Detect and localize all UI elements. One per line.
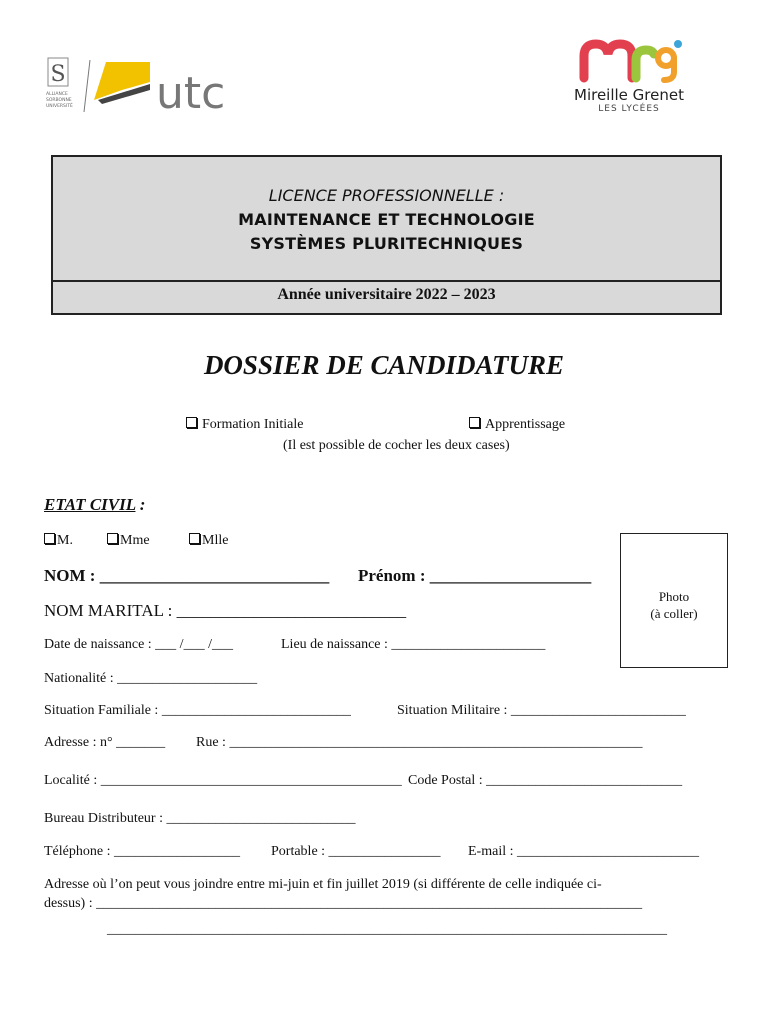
photo-sublabel: (à coller) (650, 606, 698, 621)
situation-familiale-field-text: Situation Familiale : ___________________________ (44, 703, 351, 718)
civilite-mlle-checkbox[interactable] (189, 533, 200, 544)
rue-field-text: Rue : ___________________________________________________________ (196, 735, 643, 750)
situation-militaire-field-text: Situation Militaire : _________________________ (397, 703, 686, 718)
date-naissance-field-text: Date de naissance : ___ /___ /___ (44, 637, 233, 652)
adresse-numero-field[interactable] (44, 735, 165, 751)
lieu-naissance-field[interactable] (281, 637, 545, 653)
formation-initiale-checkbox[interactable] (186, 417, 197, 428)
sorbonne-letter: S (50, 62, 66, 87)
localite-field-text: Localité : ___________________________________________ (44, 773, 402, 788)
nom-marital-field-text: NOM MARITAL : ___________________________ (44, 601, 407, 620)
nom-field[interactable] (44, 566, 329, 586)
prenom-field-text: Prénom : ___________________ (358, 566, 592, 585)
etat-civil-heading (44, 495, 145, 515)
localite-field[interactable] (44, 773, 402, 789)
civilite-m-label: M. (57, 533, 73, 548)
civilite-mme-option[interactable] (107, 533, 150, 549)
document-title: DOSSIER DE CANDIDATURE (203, 350, 565, 380)
civilite-mme-checkbox[interactable] (107, 533, 118, 544)
program-title-panel (53, 157, 720, 282)
formation-initiale-option[interactable] (186, 417, 303, 433)
program-line-1: LICENCE PROFESSIONNELLE : (268, 186, 505, 205)
portable-field-text: Portable : ________________ (271, 844, 441, 859)
adresse-numero-field-text: Adresse : n° _______ (44, 735, 166, 750)
email-field[interactable] (468, 844, 699, 860)
date-naissance-field[interactable] (44, 637, 233, 653)
nationalite-field-text: Nationalité : ____________________ (44, 671, 258, 686)
telephone-field[interactable] (44, 844, 240, 860)
sorbonne-text-2: SORBONNE (46, 98, 72, 103)
rue-field[interactable] (196, 735, 642, 751)
code-postal-field[interactable] (408, 773, 682, 789)
formation-initiale-label: Formation Initiale (202, 417, 304, 432)
prenom-field[interactable] (358, 566, 591, 586)
sorbonne-logo (44, 56, 96, 116)
nom-marital-field[interactable] (44, 601, 406, 621)
mireille-grenet-logo (544, 38, 714, 114)
nationalite-field[interactable] (44, 671, 257, 687)
adresse-ete-field-line2[interactable] (107, 922, 667, 938)
formation-note: (Il est possible de cocher les deux cases) (283, 438, 510, 453)
portable-field[interactable] (271, 844, 441, 860)
apprentissage-option[interactable] (469, 417, 565, 433)
situation-familiale-field[interactable] (44, 703, 351, 719)
adresse-ete-field-text: dessus) : ______________________________________________________________________________ (44, 896, 643, 911)
mg-title: Mireille Grenet (574, 86, 684, 104)
program-line-3: SYSTÈMES PLURITECHNIQUES (249, 234, 524, 253)
telephone-field-text: Téléphone : __________________ (44, 844, 240, 859)
utc-text: utc (156, 68, 226, 116)
civilite-m-option[interactable] (44, 533, 73, 549)
program-header-box (51, 155, 722, 315)
adresse-ete-field-line2-text: ________________________________________________________________________________ (107, 922, 667, 937)
apprentissage-label: Apprentissage (485, 417, 566, 432)
academic-year: Année universitaire 2022 – 2023 (277, 286, 496, 303)
utc-logo (92, 56, 232, 116)
adresse-ete-label: Adresse où l’on peut vous joindre entre mi-juin et fin juillet 2019 (si différente de celle indiquée ci- (44, 877, 602, 892)
mg-subtitle: LES LYCÉES (598, 104, 660, 114)
nom-field-text: NOM : ___________________________ (44, 566, 330, 585)
etat-civil-heading-text: ETAT CIVIL (44, 495, 136, 514)
situation-militaire-field[interactable] (397, 703, 686, 719)
photo-label: Photo (658, 589, 690, 604)
civilite-m-checkbox[interactable] (44, 533, 55, 544)
program-line-2: MAINTENANCE ET TECHNOLOGIE (238, 210, 535, 229)
civilite-mlle-option[interactable] (189, 533, 228, 549)
email-field-text: E-mail : __________________________ (468, 844, 699, 859)
etat-civil-heading-colon: : (135, 495, 146, 514)
code-postal-field-text: Code Postal : ____________________________ (408, 773, 683, 788)
lieu-naissance-field-text: Lieu de naissance : ______________________ (281, 637, 546, 652)
bureau-distributeur-field-text: Bureau Distributeur : ___________________________ (44, 811, 356, 826)
civilite-mme-label: Mme (120, 533, 150, 548)
photo-box (620, 533, 728, 668)
civilite-mlle-label: Mlle (202, 533, 229, 548)
adresse-ete-field[interactable] (44, 896, 642, 912)
sorbonne-text-3: UNIVERSITÉ (46, 104, 73, 109)
sorbonne-text-1: ALLIANCE (46, 92, 68, 97)
academic-year-panel (53, 282, 720, 313)
bureau-distributeur-field[interactable] (44, 811, 355, 827)
apprentissage-checkbox[interactable] (469, 417, 480, 428)
